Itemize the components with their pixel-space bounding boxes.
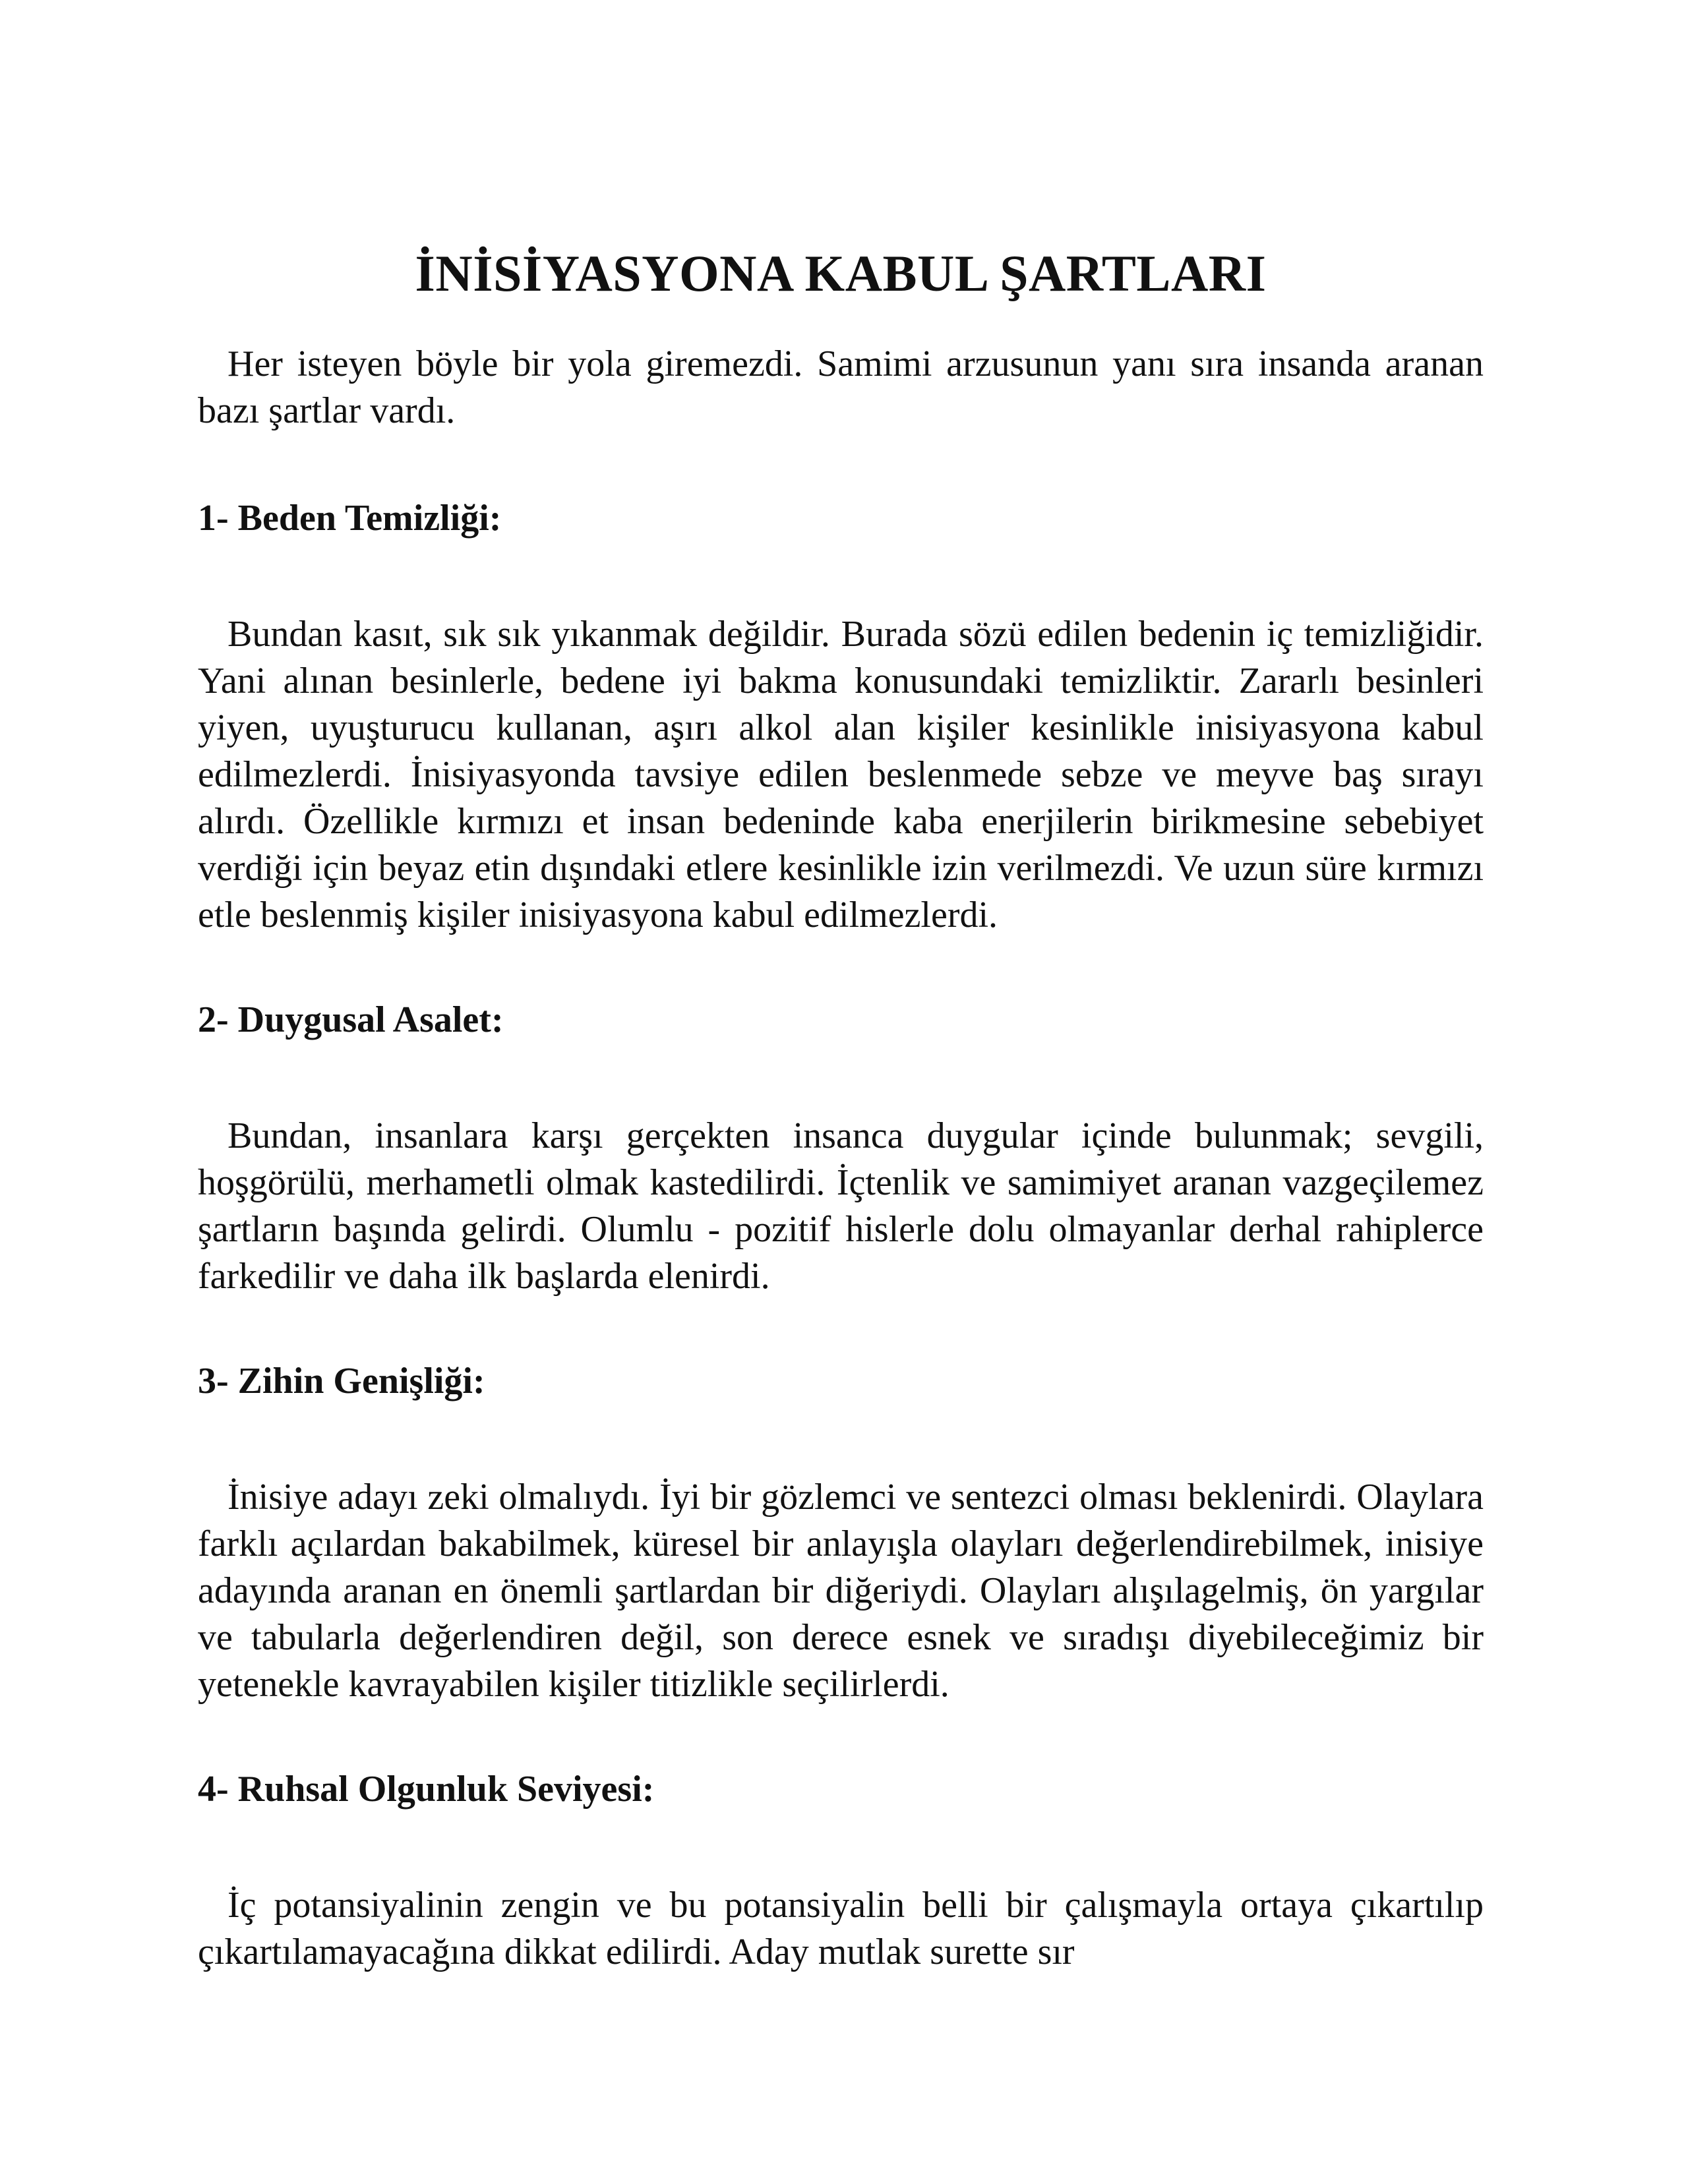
spacer: [198, 1044, 1484, 1113]
spacer: [198, 939, 1484, 997]
spacer: [198, 434, 1484, 495]
section-body-4: İç potansiyalinin zengin ve bu potansiyalin belli bir çalışmayla ortaya çıkartılıp çıkartılamayacağına dikkat edilirdi. Aday mutlak surette sır: [198, 1885, 1484, 1972]
section-body-2: Bundan, insanlara karşı gerçekten insanca duygular içinde bulunmak; sevgili, hoşgörülü, merhametli olmak kastedilirdi. İçtenlik ve samimiyet aranan vazgeçilemez şartların başında gelirdi. Olumlu - pozitif hislerle dolu olmayanlar derhal rahiplerce farkedilir ve daha ilk başlarda elenirdi.: [198, 1115, 1484, 1297]
section-heading-2: 2- Duygusal Asalet:: [198, 999, 504, 1040]
spacer: [198, 1708, 1484, 1766]
spacer: [198, 1405, 1484, 1474]
page-title: İNİSİYASYONA KABUL ŞARTLARI: [415, 245, 1267, 302]
section-body-3: İnisiye adayı zeki olmalıydı. İyi bir gözlemci ve sentezci olması beklenirdi. Olaylara farklı açılardan bakabilmek, küresel bir anlayışla olayları değerlendirebilmek, inisiye adayında aranan en önemli şartlardan bir diğeriydi. Olayları alışılagelmiş, ön yargılar ve tabularla değerlendiren değil, son derece esnek ve sıradışı diyebileceğimiz bir yetenekle kavrayabilen kişiler titizlikle seçilirlerdi.: [198, 1477, 1484, 1705]
spacer: [198, 542, 1484, 611]
spacer: [198, 1300, 1484, 1358]
section-heading-3: 3- Zihin Genişliği:: [198, 1361, 485, 1402]
section-heading-4: 4- Ruhsal Olgunluk Seviyesi:: [198, 1769, 655, 1810]
spacer: [198, 1813, 1484, 1882]
document-page: [198, 241, 1484, 1976]
section-heading-1: 1- Beden Temizliği:: [198, 498, 502, 539]
section-body-1: Bundan kasıt, sık sık yıkanmak değildir. Burada sözü edilen bedenin iç temizliğidir. Yani alınan besinlerle, bedene iyi bakma konusundaki temizliktir. Zararlı besinleri yiyen, uyuşturucu kullanan, aşırı alkol alan kişiler kesinlikle inisiyasyona kabul edilmezlerdi. İnisiyasyonda tavsiye edilen beslenmede sebze ve meyve baş sırayı alırdı. Özellikle kırmızı et insan bedeninde kaba enerjilerin birikmesine sebebiyet verdiği için beyaz etin dışındaki etlere kesinlikle izin verilmezdi. Ve uzun süre kırmızı etle beslenmiş kişiler inisiyasyona kabul edilmezlerdi.: [198, 614, 1484, 935]
intro-paragraph: Her isteyen böyle bir yola giremezdi. Samimi arzusunun yanı sıra insanda aranan bazı şartlar vardı.: [198, 343, 1484, 431]
